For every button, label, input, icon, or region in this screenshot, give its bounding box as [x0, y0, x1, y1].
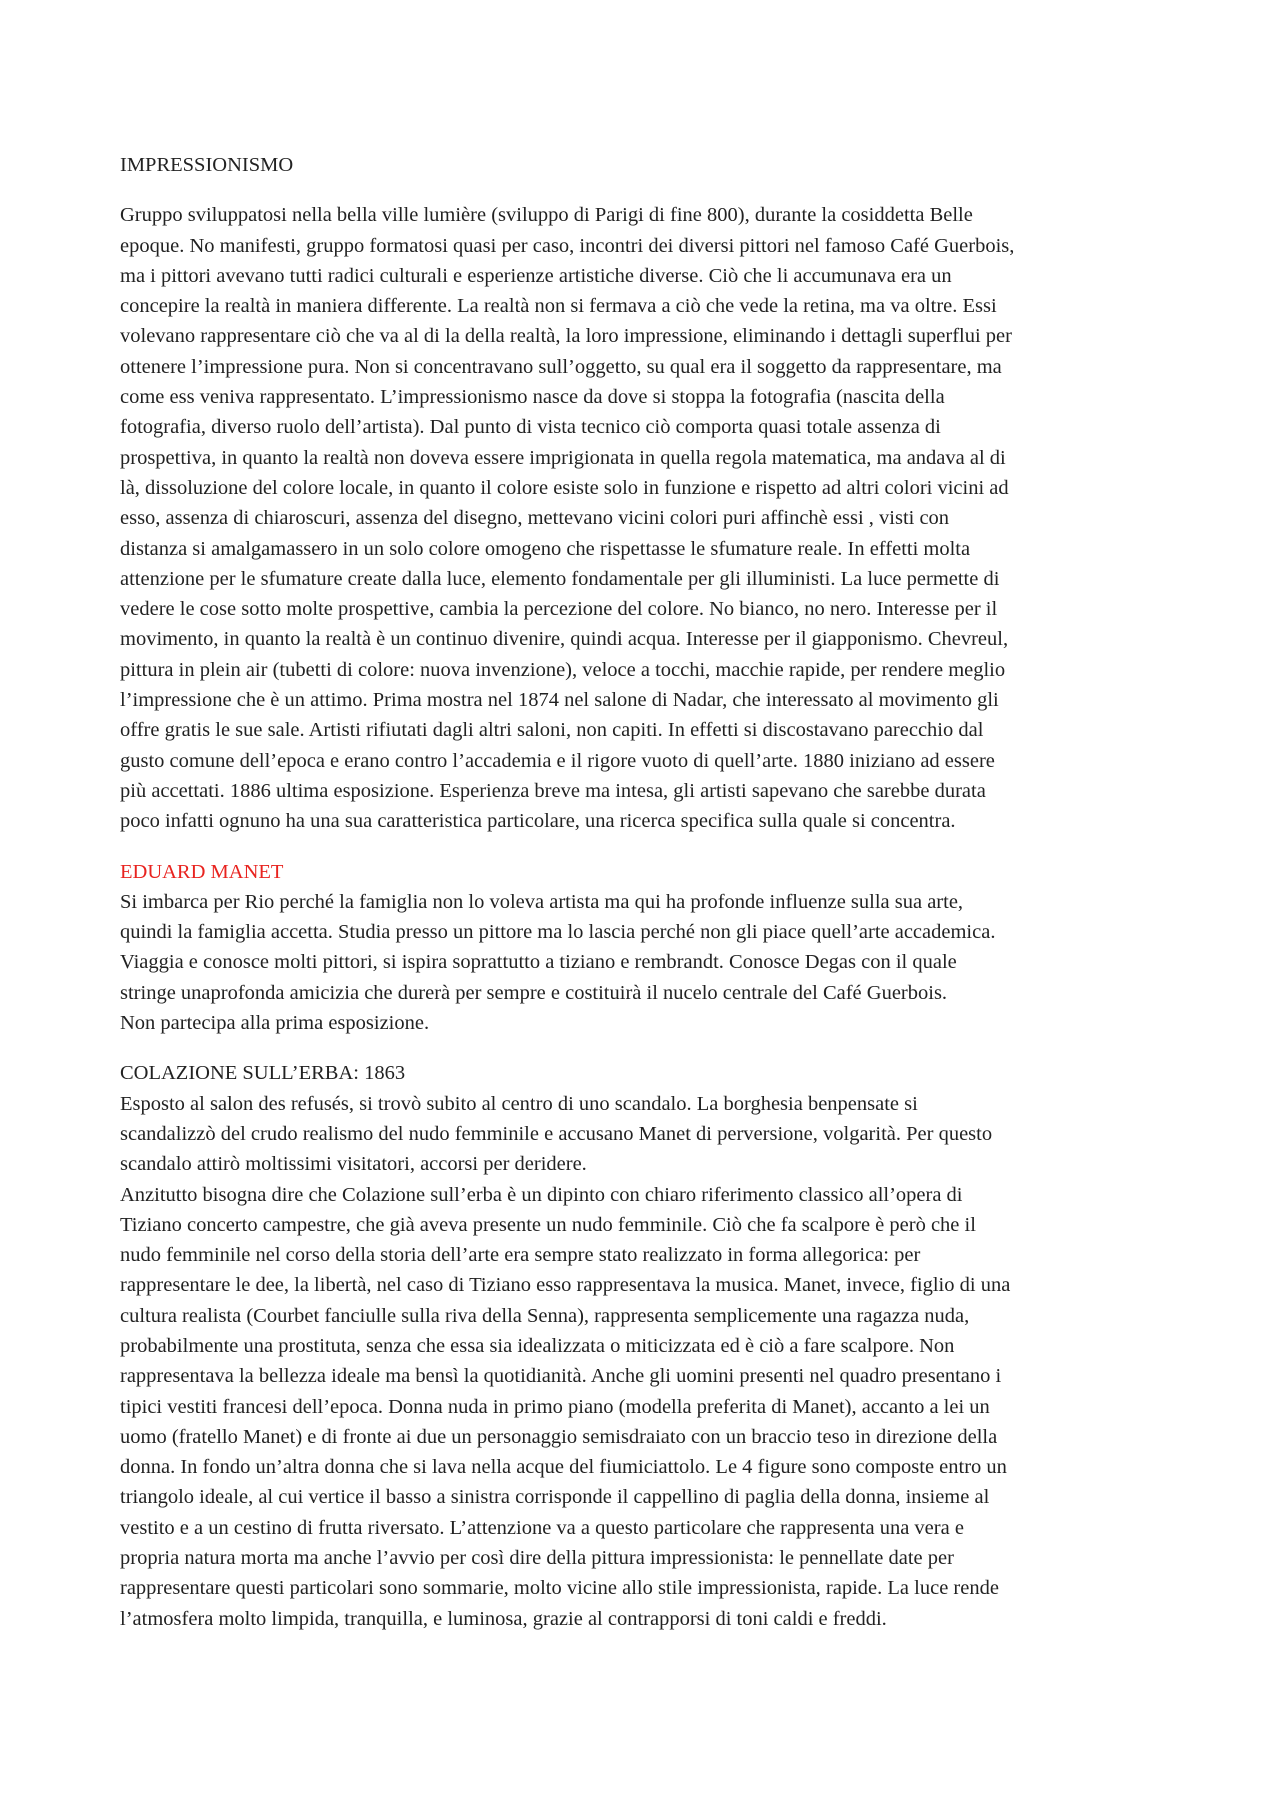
text-line: Gruppo sviluppatosi nella bella ville lumière (sviluppo di Parigi di fine 800), durante la cosiddetta Belle [120, 204, 973, 227]
text-line: rappresentava la bellezza ideale ma bensì la quotidianità. Anche gli uomini presenti nel quadro presentano i [120, 1365, 1002, 1388]
text-line: triangolo ideale, al cui vertice il basso a sinistra corrisponde il cappellino di paglia della donna, insieme al [120, 1486, 990, 1509]
text-line: vedere le cose sotto molte prospettive, cambia la percezione del colore. No bianco, no nero. Interesse per il [120, 598, 998, 621]
text-line: cultura realista (Courbet fanciulle sulla riva della Senna), rappresenta semplicemente una ragazza nuda, [120, 1304, 970, 1327]
text-line: donna. In fondo un’altra donna che si lava nella acque del fiumiciattolo. Le 4 figure sono composte entro un [120, 1456, 1007, 1479]
text-line: prospettiva, in quanto la realtà non doveva essere imprigionata in quella regola matematica, ma andava al di [120, 446, 1006, 469]
text-line: più accettati. 1886 ultima esposizione. Esperienza breve ma intesa, gli artisti sapevano che sarebbe durata [120, 779, 986, 802]
text-line: poco infatti ognuno ha una sua caratteristica particolare, una ricerca specifica sulla quale si concentra. [120, 810, 956, 833]
intro-paragraph [120, 200, 1160, 836]
colazione-paragraph-2 [120, 1180, 1160, 1634]
text-line: ottenere l’impressione pura. Non si concentravano sull’oggetto, su qual era il soggetto da rappresentare, ma [120, 355, 1002, 378]
text-line: tipici vestiti francesi dell’epoca. Donna nuda in primo piano (modella preferita di Manet), accanto a lei un [120, 1395, 990, 1418]
text-line: come ess veniva rappresentato. L’impressionismo nasce da dove si stoppa la fotografia (nascita della [120, 386, 945, 409]
text-line: epoque. No manifesti, gruppo formatosi quasi per caso, incontri dei diversi pittori nel famoso Café Guerbois, [120, 234, 1015, 257]
text-line: propria natura morta ma anche l’avvio per così dire della pittura impressionista: le pennellate date per [120, 1547, 954, 1570]
text-line: scandalizzò del crudo realismo del nudo femminile e accusano Manet di perversione, volgarità. Per questo [120, 1122, 993, 1145]
text-line: Viaggia e conosce molti pittori, si ispira soprattutto a tiziano e rembrandt. Conosce Degas con il quale [120, 951, 957, 974]
text-line: movimento, in quanto la realtà è un continuo divenire, quindi acqua. Interesse per il giapponismo. Chevreul, [120, 628, 1009, 651]
manet-paragraph [120, 887, 1160, 1038]
text-line: pittura in plein air (tubetti di colore: nuova invenzione), veloce a tocchi, macchie rapide, per rendere meglio [120, 658, 1006, 681]
text-line: uomo (fratello Manet) e di fronte ai due un personaggio semisdraiato con un braccio teso in direzione della [120, 1425, 998, 1448]
text-line: Esposto al salon des refusés, si trovò subito al centro di uno scandalo. La borghesia benpensate si [120, 1092, 918, 1115]
text-line: Non partecipa alla prima esposizione. [120, 1012, 430, 1035]
text-line: esso, assenza di chiaroscuri, assenza del disegno, mettevano vicini colori puri affinchè essi , visti con [120, 507, 950, 530]
text-line: gusto comune dell’epoca e erano contro l’accademia e il rigore vuoto di quell’arte. 1880 iniziano ad essere [120, 749, 995, 772]
text-line: quindi la famiglia accetta. Studia presso un pittore ma lo lascia perché non gli piace quell’arte accademica. [120, 921, 996, 944]
text-line: vestito e a un cestino di frutta riversato. L’attenzione va a questo particolare che rappresenta una vera e [120, 1516, 964, 1539]
text-line: fotografia, diverso ruolo dell’artista). Dal punto di vista tecnico ciò comporta quasi totale assenza di [120, 416, 941, 439]
text-line: ma i pittori avevano tutti radici culturali e esperienze artistiche diverse. Ciò che li accumunava era un [120, 264, 952, 287]
text-line: l’atmosfera molto limpida, tranquilla, e luminosa, grazie al contrapporsi di toni caldi e freddi. [120, 1607, 887, 1630]
text-line: là, dissoluzione del colore locale, in quanto il colore esiste solo in funzione e rispetto ad altri colori vicini ad [120, 476, 1009, 499]
text-line: rappresentare le dee, la libertà, nel caso di Tiziano esso rappresentava la musica. Manet, invece, figlio di una [120, 1274, 1011, 1297]
text-line: distanza si amalgamassero in un solo colore omogeno che rispettasse le sfumature reale. In effetti molta [120, 537, 971, 560]
text-line: volevano rappresentare ciò che va al di la della realtà, la loro impressione, eliminando i dettagli superflui per [120, 325, 1012, 348]
text-line: concepire la realtà in maniera differente. La realtà non si fermava a ciò che vede la retina, ma va oltre. Essi [120, 295, 997, 318]
text-line: Tiziano concerto campestre, che già aveva presente un nudo femminile. Ciò che fa scalpore è però che il [120, 1213, 976, 1236]
text-line: nudo femminile nel corso della storia dell’arte era sempre stato realizzato in forma allegorica: per [120, 1244, 921, 1267]
manet-heading: EDUARD MANET [120, 860, 284, 883]
text-line: probabilmente una prostituta, senza che essa sia idealizzata o miticizzata ed è ciò a fare scalpore. Non [120, 1334, 955, 1357]
text-line: scandalo attirò moltissimi visitatori, accorsi per deridere. [120, 1153, 587, 1176]
text-line: stringe unaprofonda amicizia che durerà per sempre e costituirà il nucelo centrale del Café Guerbois. [120, 981, 948, 1004]
colazione-heading: COLAZIONE SULL’ERBA: 1863 [120, 1062, 406, 1085]
text-line: rappresentare questi particolari sono sommarie, molto vicine allo stile impressionista, rapide. La luce rende [120, 1577, 999, 1600]
colazione-paragraph-1 [120, 1089, 1160, 1180]
text-line: Anzitutto bisogna dire che Colazione sull’erba è un dipinto con chiaro riferimento classico all’opera di [120, 1183, 963, 1206]
text-line: offre gratis le sue sale. Artisti rifiutati dagli altri saloni, non capiti. In effetti si discostavano parecchio dal [120, 719, 984, 742]
document-title: IMPRESSIONISMO [120, 154, 294, 176]
text-line: l’impressione che è un attimo. Prima mostra nel 1874 nel salone di Nadar, che interessato al movimento gli [120, 689, 999, 712]
text-line: attenzione per le sfumature create dalla luce, elemento fondamentale per gli illuministi. La luce permette di [120, 567, 1000, 590]
text-line: Si imbarca per Rio perché la famiglia non lo voleva artista ma qui ha profonde influenze sulla sua arte, [120, 890, 964, 913]
